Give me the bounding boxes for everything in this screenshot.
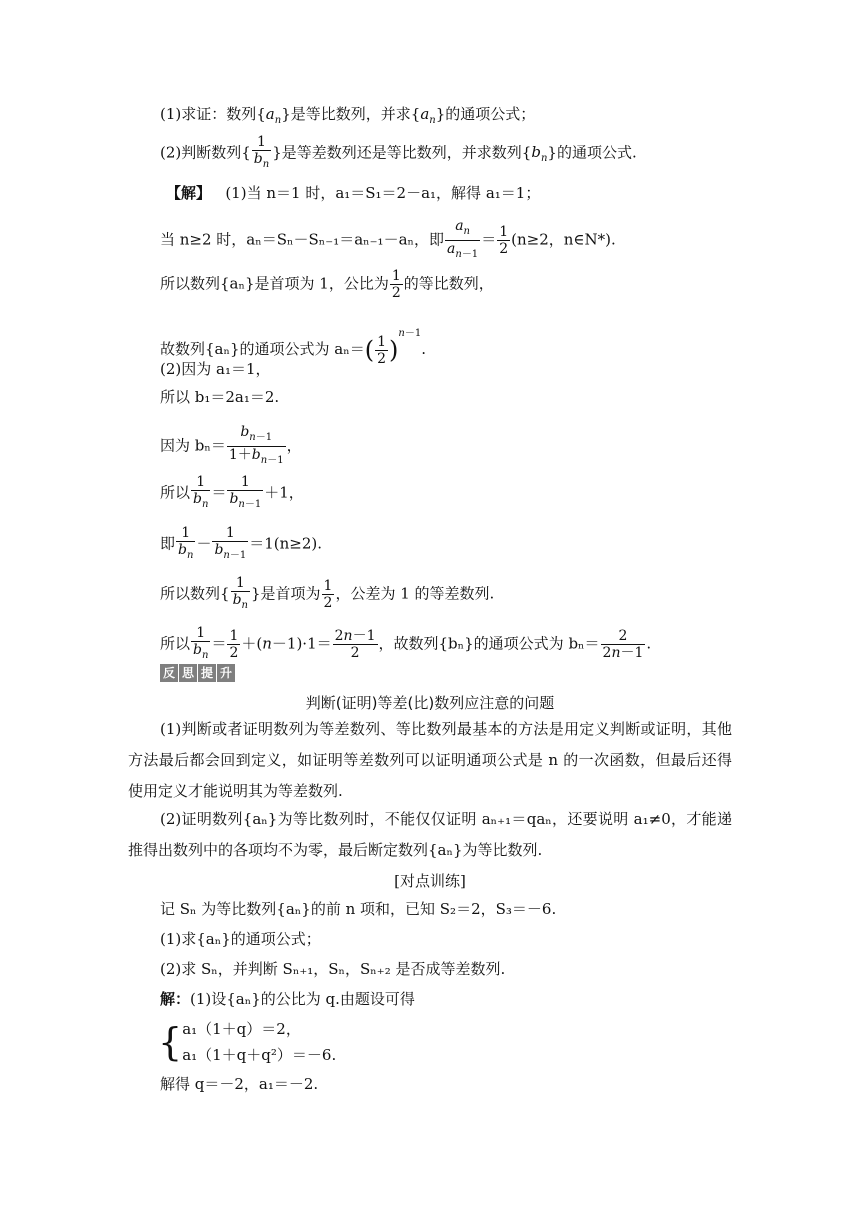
- training-title: [对点训练]: [394, 872, 466, 890]
- solution-line-6: 所以 b₁＝2a₁＝2.: [160, 388, 280, 406]
- solution-line-8: 所以 $\frac{1}{b_n}$ ＝ $\frac{1}{b_{n-1}}$ ＋1，: [160, 474, 304, 510]
- exercise-line-2: (1)求{aₙ}的通项公式；: [160, 930, 321, 948]
- solution-line-2: 当 n≥2 时，aₙ＝Sₙ－Sₙ₋₁＝aₙ₋₁－aₙ，即 $\frac{a_n}{a_{n-1}}$ ＝ $\frac{1}{2}$ (n≥2，n∈N*).: [160, 218, 616, 260]
- solution-tag: 【解】: [166, 184, 212, 202]
- exercise-line-3: (2)求 Sₙ，并判断 Sₙ₊₁，Sₙ，Sₙ₊₂ 是否成等差数列.: [160, 960, 506, 978]
- left-brace: {: [158, 1020, 183, 1064]
- exercise-line-4: 解：(1)设{aₙ}的公比为 q.由题设可得: [160, 990, 415, 1008]
- solution-line-10: 所以数列{ $\frac{1}{b_n}$ }是首项为 $\frac{1}{2}$ ，公差为 1 的等差数列.: [160, 575, 495, 611]
- solution-line-9: 即 $\frac{1}{b_n}$ － $\frac{1}{b_{n-1}}$ ＝1(n≥2).: [160, 525, 323, 561]
- solution-line-5: (2)因为 a₁＝1，: [160, 360, 271, 378]
- paragraph-1: (1)判断或者证明数列为等差数列、等比数列最基本的方法是用定义判断或证明，其他方法最后都会回到定义，如证明等差数列可以证明通项公式是 n 的一次函数，但最后还得使用定义才能说明其为等差数列.: [128, 720, 732, 800]
- solution-line-3: 所以数列{aₙ}是首项为 1，公比为 $\frac{1}{2}$ 的等比数列，: [160, 268, 494, 301]
- exercise-line-1: 记 Sₙ 为等比数列{aₙ}的前 n 项和，已知 S₂＝2，S₃＝－6.: [160, 900, 557, 918]
- reflection-badge: 反 思 提 升: [160, 664, 235, 682]
- question-2: (2)判断数列{ $\frac{1}{b_n}$ }是等差数列还是等比数列，并求数列$\{b_n\}$的通项公式.: [160, 134, 637, 173]
- question-1: (1)求证：数列$\{a_n\}$是等比数列，并求$\{a_n\}$的通项公式；: [160, 105, 536, 126]
- exercise-line-5: 解得 q＝－2，a₁＝－2.: [160, 1075, 319, 1093]
- equation-system: { a₁（1＋q）＝2， a₁（1＋q＋q²）＝－6.: [158, 1020, 337, 1064]
- section-heading: 判断(证明)等差(比)数列应注意的问题: [305, 694, 555, 712]
- solution-line-4: 故数列{aₙ}的通项公式为 aₙ＝( $\frac{1}{2}$ )$^{n-1}$.: [160, 328, 427, 367]
- solution-line-11: 所以 $\frac{1}{b_n}$ ＝ $\frac{1}{2}$ ＋(n－1)·1＝ $\frac{2n-1}{2}$ ，故数列{bₙ}的通项公式为 bₙ＝ $\frac{2}{2n-1}$ .: [160, 625, 652, 661]
- paragraph-2: (2)证明数列{aₙ}为等比数列时，不能仅仅证明 aₙ₊₁＝qaₙ，还要说明 a₁≠0，才能递推得出数列中的各项均不为零，最后断定数列{aₙ}为等比数列.: [128, 810, 732, 859]
- solution-line-7: 因为 bₙ＝ $\frac{b_{n-1}}{1+b_{n-1}}$ ，: [160, 424, 302, 466]
- solution-line-1: 【解】 (1)当 n＝1 时，a₁＝S₁＝2－a₁，解得 a₁＝1；: [166, 184, 541, 202]
- fraction: $\frac{1}{b_n}$: [253, 134, 270, 170]
